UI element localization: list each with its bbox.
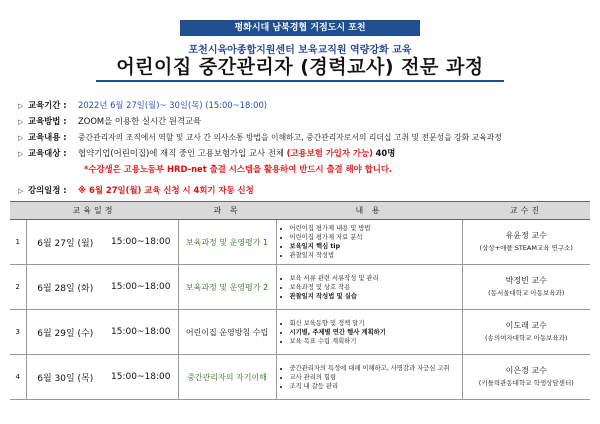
content-item: • 보육과정 및 상호 작용 xyxy=(290,283,461,292)
content-item: • 조직 내 갈등 관리 xyxy=(290,382,461,391)
content-item: • 시기별, 주제별 연간 행사 계획하기 xyxy=(290,328,461,337)
row-time: 15:00~18:00 xyxy=(104,265,178,310)
row-instructor xyxy=(462,355,590,400)
row-subject: 보육과정 및 운영평가 2 xyxy=(178,265,276,310)
attendance-note: *수강생은 고용노동부 HRD-net 출결 시스템을 활용하여 반드시 출결 해야 합니다. xyxy=(84,164,393,174)
instructor-affiliation: (상상+애플 STEAM교육 연구소) xyxy=(479,244,573,252)
row-instructor xyxy=(462,310,590,355)
triangle-icon: ▷ xyxy=(18,150,24,158)
row-date: 6월 28일 (화) xyxy=(26,265,104,310)
table-header xyxy=(10,202,590,220)
period-label: 교육기간 : xyxy=(28,100,67,110)
method-label: 교육방법 : xyxy=(28,116,67,126)
row-number: 4 xyxy=(10,355,26,400)
instructor-affiliation: (동서울대학교 아동보육과) xyxy=(488,289,565,297)
method-value: ZOOM을 이용한 실시간 원격교육 xyxy=(78,116,202,126)
header-content: 내 용 xyxy=(276,202,462,220)
content-item: • 어린이집 평가제 내용 및 방법 xyxy=(290,224,461,233)
row-time: 15:00~18:00 xyxy=(104,355,178,400)
banner: 평화시대 남북경협 거점도시 포천 xyxy=(180,20,420,36)
info-method xyxy=(18,113,588,129)
schedule-label: 강의일정 : xyxy=(28,185,67,195)
table-row xyxy=(10,265,590,310)
row-content xyxy=(276,265,462,310)
instructor-name: 유윤정 교수 xyxy=(505,231,547,240)
header-schedule: 교육일정 xyxy=(10,202,178,220)
info-target xyxy=(18,145,588,161)
instructor-affiliation: (송의여자대학교 아동보육과) xyxy=(485,334,568,342)
instructor-name: 이도래 교수 xyxy=(505,321,547,330)
schedule-line xyxy=(18,184,254,196)
row-instructor xyxy=(462,220,590,265)
period-value: 2022년 6월 27일(월)~ 30일(목) (15:00~18:00) xyxy=(78,100,268,110)
content-item: • 교사 관리의 힐링 xyxy=(290,373,461,382)
instructor-name: 이은경 교수 xyxy=(505,366,547,375)
row-date: 6월 30일 (목) xyxy=(26,355,104,400)
triangle-icon: ▷ xyxy=(18,102,24,110)
content-item: • 중간관리자의 특성에 대해 이해하고, 사명감과 자긍심 고취 xyxy=(290,364,461,373)
content-item: • 보육 목표 수립 계획하기 xyxy=(290,337,461,346)
schedule-note: ※ 6월 27일(월) 교육 신청 시 4회기 자동 신청 xyxy=(78,185,254,195)
table-row xyxy=(10,355,590,400)
content-item: • 보육일지 핵심 tip xyxy=(290,242,461,251)
content-item: • 관찰일지 작성법 xyxy=(290,251,461,260)
page-title: 어린이집 중간관리자 (경력교사) 전문 과정 xyxy=(116,56,484,78)
subtitle: 포천시육아종합지원센터 보육교직원 역량강화 교육 xyxy=(188,45,412,56)
content-item: • 회신 보육동향 및 정책 알기 xyxy=(290,319,461,328)
triangle-icon: ▷ xyxy=(18,134,24,142)
content-label: 교육내용 : xyxy=(28,132,67,142)
content-value: 중간관리자의 조직에서 역할 및 교사 간 의사소통 방법을 이해하고, 중간관리자로서의 리더십 고취 및 전문성을 강화 교육과정 xyxy=(78,133,502,142)
header-subject: 과 목 xyxy=(178,202,276,220)
title-underline xyxy=(96,80,504,82)
row-number: 3 xyxy=(10,310,26,355)
row-content xyxy=(276,220,462,265)
row-instructor xyxy=(462,265,590,310)
row-time: 15:00~18:00 xyxy=(104,220,178,265)
row-time: 15:00~18:00 xyxy=(104,310,178,355)
table-row xyxy=(10,220,590,265)
row-content xyxy=(276,355,462,400)
triangle-icon: ▷ xyxy=(18,118,24,126)
info-period xyxy=(18,97,588,113)
content-item: • 보육 서류 관련 서류작성 및 관리 xyxy=(290,274,461,283)
row-subject: 중간관리자의 자기이해 xyxy=(178,355,276,400)
instructor-name: 박정빈 교수 xyxy=(505,276,547,285)
target-highlight: (고용보험 가입자 가능) xyxy=(286,148,373,158)
table-row xyxy=(10,310,590,355)
header-instructor: 교수진 xyxy=(462,202,590,220)
schedule-table xyxy=(10,201,590,400)
triangle-icon: ▷ xyxy=(18,187,24,195)
row-date: 6월 29일 (수) xyxy=(26,310,104,355)
info-section xyxy=(18,97,588,177)
instructor-affiliation: (키틀릭관동대학교 학생상담센터) xyxy=(478,379,574,387)
content-item: • 관찰일지 작성법 및 실습 xyxy=(290,292,461,301)
info-content xyxy=(18,129,588,145)
row-subject: 어린이집 운영방침 수립 xyxy=(178,310,276,355)
row-subject: 보육과정 및 운영평가 1 xyxy=(178,220,276,265)
content-item: • 어린이집 평가제 자료 분석 xyxy=(290,233,461,242)
row-number: 1 xyxy=(10,220,26,265)
target-count: 40명 xyxy=(375,148,396,158)
row-date: 6월 27일 (월) xyxy=(26,220,104,265)
row-content xyxy=(276,310,462,355)
target-value: 협약기업(어린이집)에 재직 중인 고용보험가입 교사 전체 xyxy=(78,148,284,158)
target-label: 교육대상 : xyxy=(28,148,67,158)
row-number: 2 xyxy=(10,265,26,310)
